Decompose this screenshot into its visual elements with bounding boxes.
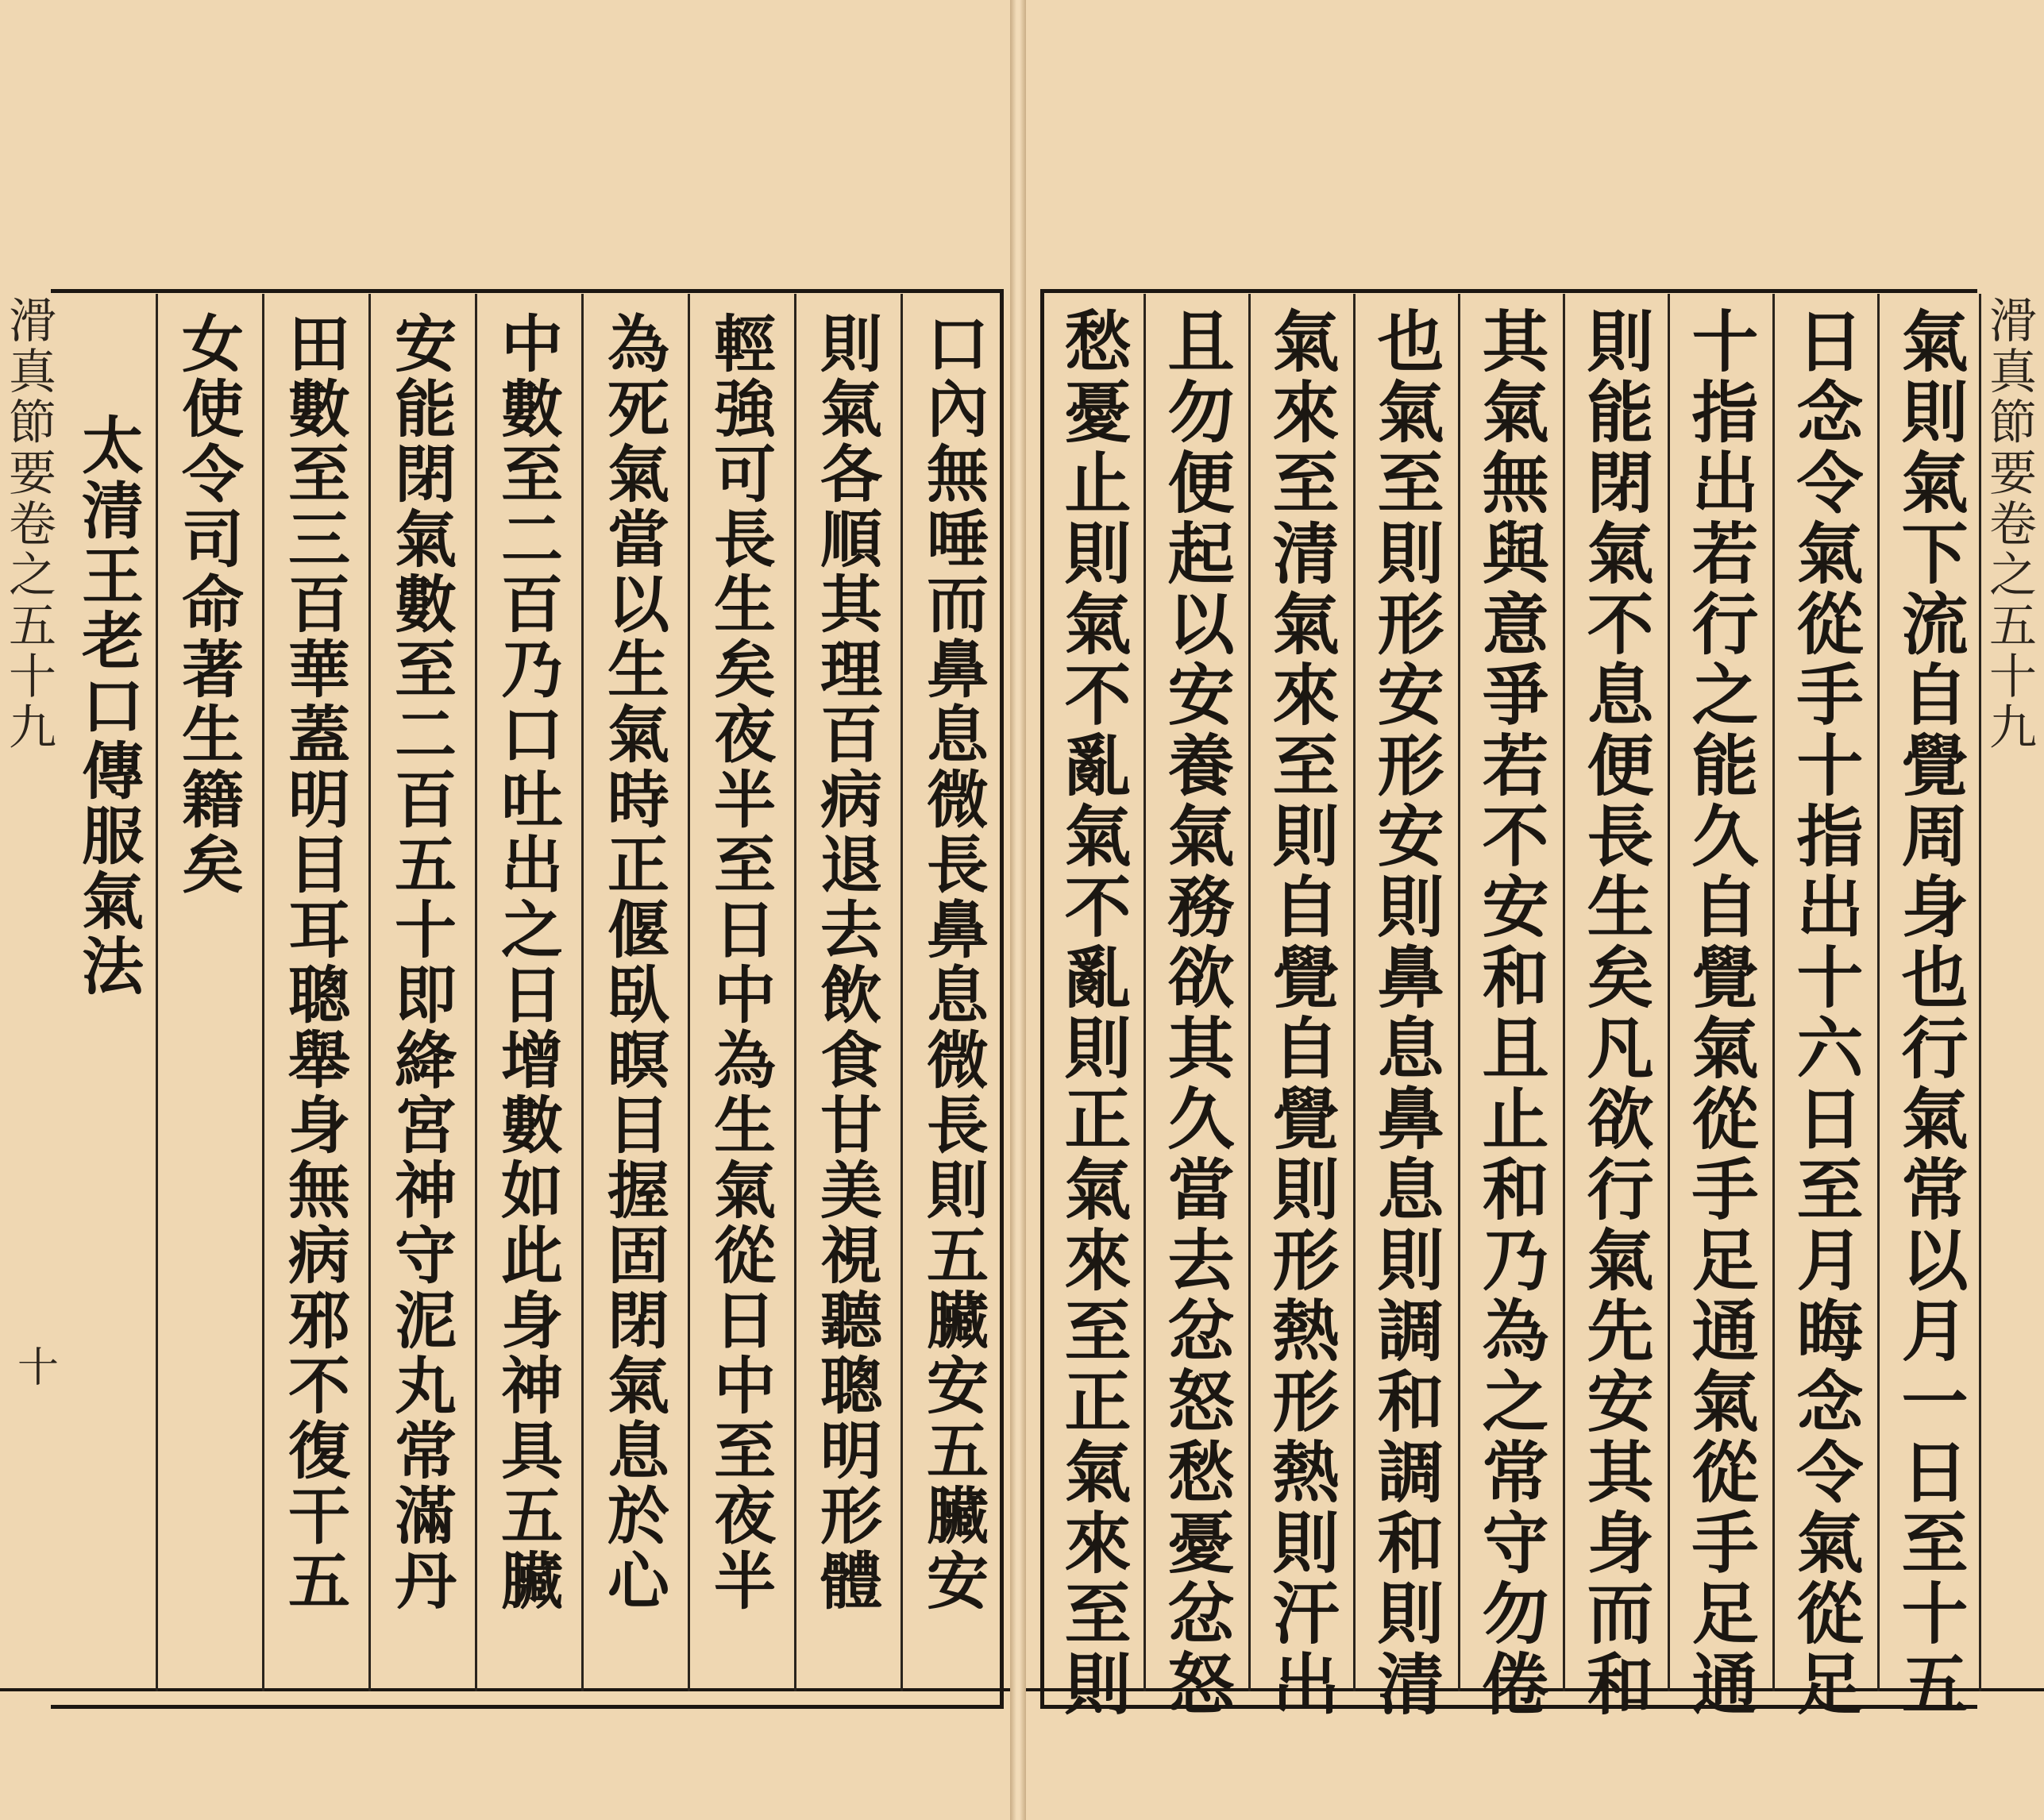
column-rule <box>156 294 158 1691</box>
column-rule <box>1563 294 1565 1691</box>
section-heading: 太清王老口傳服氣法 <box>71 413 144 999</box>
column-rule <box>1143 294 1146 1691</box>
left-bottom-rule <box>0 1688 1010 1691</box>
text-column: 且勿便起以安養氣務欲其久當去忿怒愁憂忿怒 <box>1157 307 1236 1720</box>
column-rule <box>1877 294 1880 1691</box>
left-page-margin-title: 滑真節要卷之五十九 <box>1 295 56 753</box>
text-column: 愁憂止則氣不亂氣不亂則正氣來至正氣來至則 <box>1054 307 1132 1720</box>
column-rule <box>1353 294 1356 1691</box>
book-gutter <box>1010 0 1026 1820</box>
text-column: 則氣各順其理百病退去飲食甘美視聽聰明形體 <box>810 311 882 1614</box>
text-column: 口內無唾而鼻息微長鼻息微長則五臟安五臟安 <box>916 311 989 1614</box>
text-column: 則能閉氣不息便長生矣凡欲行氣先安其身而和 <box>1576 307 1655 1720</box>
column-rule <box>901 294 903 1691</box>
text-column: 十指出若行之能久自覺氣從手足通氣從手足通 <box>1681 307 1760 1720</box>
column-rule <box>688 294 690 1691</box>
text-column: 輕強可長生矣夜半至日中為生氣從日中至夜半 <box>704 311 776 1614</box>
column-rule <box>794 294 796 1691</box>
left-page-folio: 十 <box>17 1344 60 1392</box>
column-rule <box>368 294 371 1691</box>
text-column: 女使令司命著生籍矣 <box>172 311 244 897</box>
text-column: 中數至二百乃口吐出之日增數如此身神具五臟 <box>491 311 563 1614</box>
text-column: 氣來至清氣來至則自覺自覺則形熱形熱則汗出 <box>1262 307 1340 1720</box>
column-rule <box>1979 294 1981 1691</box>
right-page <box>1026 0 2044 1820</box>
column-rule <box>581 294 584 1691</box>
column-rule <box>262 294 264 1691</box>
column-rule <box>1772 294 1775 1691</box>
column-rule <box>1458 294 1460 1691</box>
column-rule <box>1668 294 1670 1691</box>
text-column: 為死氣當以生氣時正偃臥瞑目握固閉氣息於心 <box>597 311 669 1614</box>
text-column: 安能閉氣數至二百五十即絳宮神守泥丸常滿丹 <box>384 311 457 1614</box>
text-column: 氣則氣下流自覺周身也行氣常以月一日至十五 <box>1891 307 1969 1720</box>
left-page <box>0 0 1010 1820</box>
column-rule <box>475 294 477 1691</box>
right-page-margin-title: 滑真節要卷之五十九 <box>1981 295 2037 753</box>
text-column: 其氣無與意爭若不安和且止和乃為之常守勿倦 <box>1471 307 1550 1720</box>
text-column: 日念令氣從手十指出十六日至月晦念令氣從足 <box>1786 307 1865 1720</box>
text-column: 田數至三百華蓋明目耳聰舉身無病邪不復干五 <box>278 311 350 1614</box>
column-rule <box>1248 294 1251 1691</box>
text-column: 也氣至則形安形安則鼻息鼻息則調和調和則清 <box>1367 307 1445 1720</box>
